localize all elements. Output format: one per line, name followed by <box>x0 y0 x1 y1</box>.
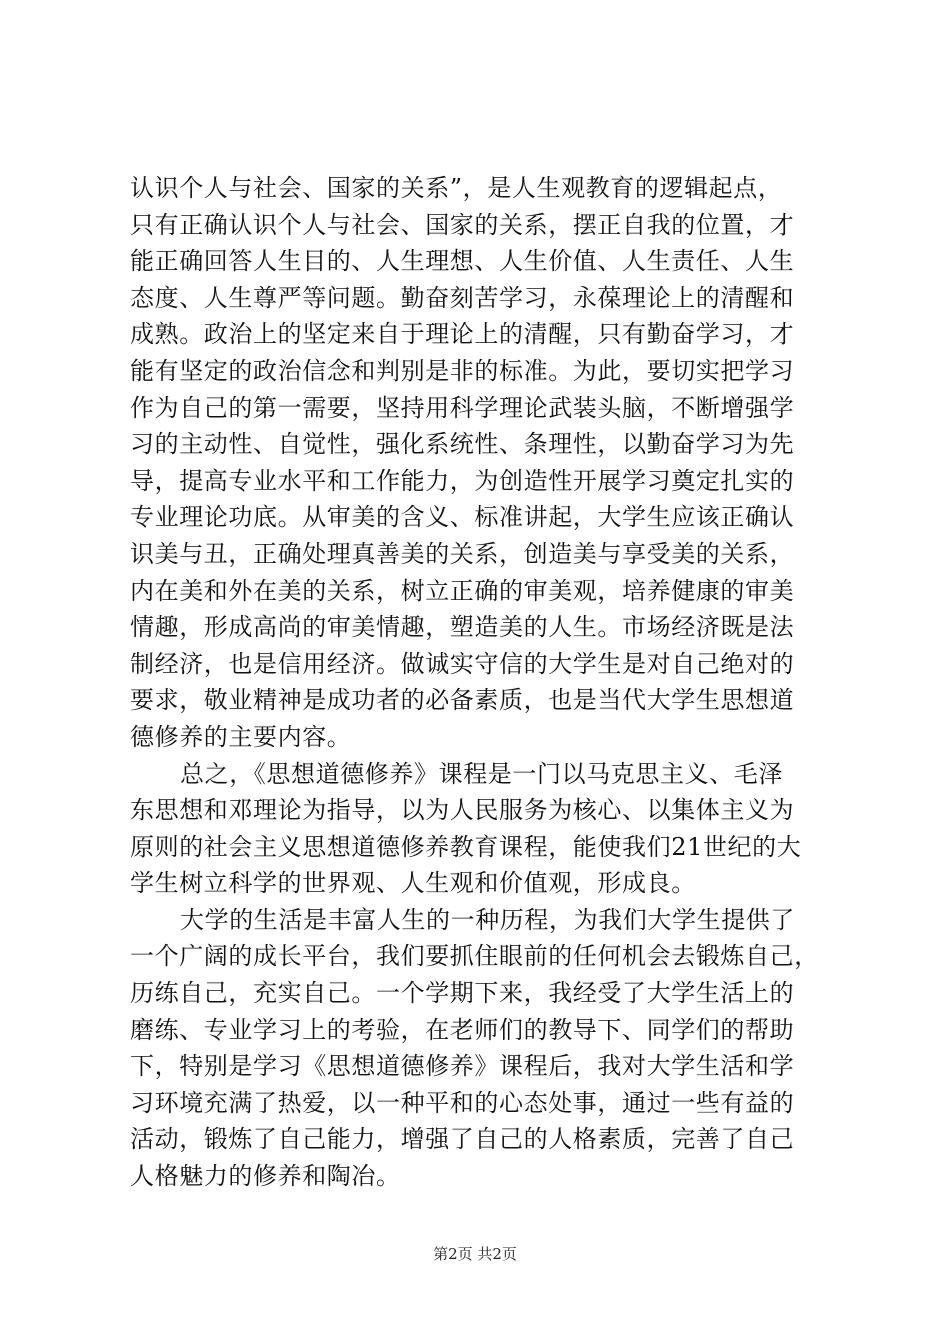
text-line: 人格魅力的修养和陶冶。 <box>130 1162 401 1191</box>
page-number-footer: 第2页 共2页 <box>433 1245 517 1263</box>
text-line: 认识个人与社会、国家的关系”，是人生观教育的逻辑起点， <box>130 174 783 202</box>
text-line: 态度、人生尊严等问题。勤奋刻苦学习，永葆理论上的清醒和 <box>130 283 795 312</box>
text-line: 原则的社会主义思想道德修养教育课程，能使我们21世纪的大 <box>130 832 802 861</box>
text-line: 成熟。政治上的坚定来自于理论上的清醒，只有勤奋学习，才 <box>130 320 795 349</box>
text-line: 德修养的主要内容。 <box>130 722 352 751</box>
text-line: 能正确回答人生目的、人生理想、人生价值、人生责任、人生 <box>130 247 795 276</box>
text-line: 习环境充满了热爱，以一种平和的心态处事，通过一些有益的 <box>130 1088 795 1117</box>
text-line: 情趣，形成高尚的审美情趣，塑造美的人生。市场经济既是法 <box>130 613 795 642</box>
text-line: 导，提高专业水平和工作能力，为创造性开展学习奠定扎实的 <box>130 466 795 495</box>
text-line: 能有坚定的政治信念和判别是非的标准。为此，要切实把学习 <box>130 356 795 385</box>
text-line: 活动，锻炼了自己能力，增强了自己的人格素质，完善了自己 <box>130 1125 795 1154</box>
text-line: 识美与丑，正确处理真善美的关系，创造美与享受美的关系， <box>130 539 795 568</box>
body-text <box>130 170 830 1195</box>
text-line: 内在美和外在美的关系，树立正确的审美观，培养健康的审美 <box>130 576 795 605</box>
text-line: 作为自己的第一需要，坚持用科学理论武装头脑，不断增强学 <box>130 393 795 422</box>
paragraph-start-line: 总之，《思想道德修养》课程是一门以马克思主义、毛泽 <box>180 759 783 788</box>
text-line: 专业理论功底。从审美的含义、标准讲起，大学生应该正确认 <box>130 503 795 532</box>
text-line: 制经济，也是信用经济。做诚实守信的大学生是对自己绝对的 <box>130 649 795 678</box>
text-line: 只有正确认识个人与社会、国家的关系，摆正自我的位置，才 <box>130 210 795 239</box>
text-line: 东思想和邓理论为指导，以为人民服务为核心、以集体主义为 <box>130 796 795 825</box>
text-line: 习的主动性、自觉性，强化系统性、条理性，以勤奋学习为先 <box>130 430 795 459</box>
text-line: 磨练、专业学习上的考验，在老师们的教导下、同学们的帮助 <box>130 1015 795 1044</box>
text-line: 历练自己，充实自己。一个学期下来，我经受了大学生活上的 <box>130 979 795 1008</box>
text-line: 学生树立科学的世界观、人生观和价值观，形成良。 <box>130 869 696 898</box>
paragraph-start-line: 大学的生活是丰富人生的一种历程，为我们大学生提供了 <box>180 905 795 934</box>
text-line: 一个广阔的成长平台，我们要抓住眼前的任何机会去锻炼自己， <box>130 942 819 971</box>
text-line: 要求，敬业精神是成功者的必备素质，也是当代大学生思想道 <box>130 686 795 715</box>
text-line: 下，特别是学习《思想道德修养》课程后，我对大学生活和学 <box>130 1052 795 1081</box>
